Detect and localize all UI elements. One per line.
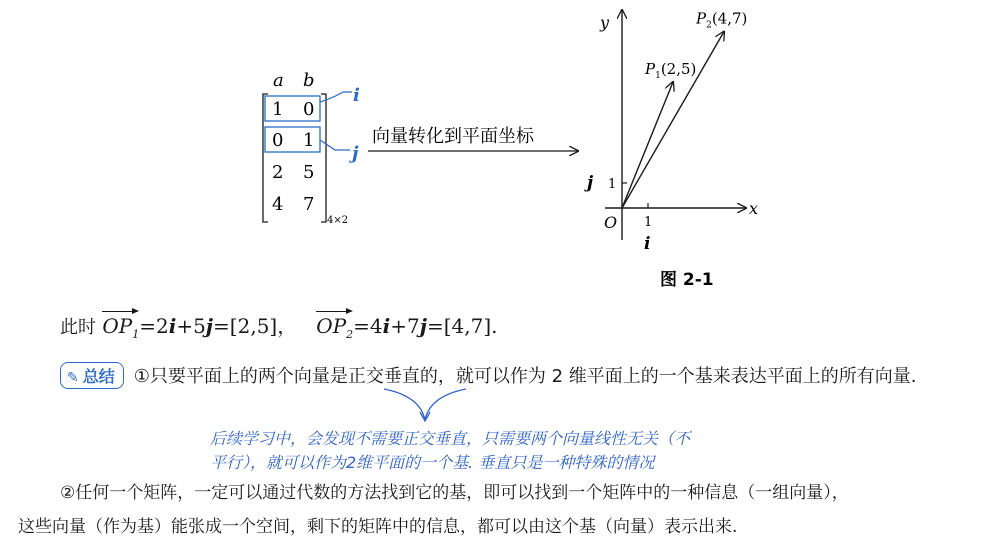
brace-path [384, 389, 466, 420]
x-tick-label: 1 [644, 215, 653, 230]
annotation-brace [380, 386, 470, 426]
matrix-right-bracket [321, 94, 326, 222]
point-label-p1: $P_1(2,5)$ [645, 60, 697, 81]
arrow-caption: 向量转化到平面坐标 [372, 126, 534, 147]
vector-op2-sub: 2 [346, 328, 354, 341]
unit-vector-j-label: j [587, 173, 594, 193]
x-axis-label: x [749, 199, 759, 218]
equation-line [60, 310, 498, 341]
eq-prefix: 此时 [60, 317, 96, 338]
op1-expr-b: +5 [176, 314, 206, 338]
vector-op2 [316, 314, 353, 341]
note-line-1: 后续学习中，会发现不需要正交垂直，只需要两个向量线性无关（不 [210, 429, 691, 448]
vectors [622, 10, 747, 208]
point2-line-2: 这些向量（作为基）能张成一个空间，剩下的矩阵中的信息，都可以由这个基（向量）表示出来. [18, 517, 738, 537]
summary-badge [60, 362, 124, 389]
leader-line-j [320, 140, 350, 150]
note-line-2: 平行），就可以作为2维平面的一个基. 垂直只是一种特殊的情况 [210, 453, 655, 472]
point1-emphasis: 正交垂直 [347, 366, 420, 387]
cell-4-2: 7 [303, 194, 315, 215]
vector-p2 [622, 32, 724, 208]
cell-1-1: 1 [272, 99, 284, 120]
op1-i: i [168, 314, 177, 338]
point1-prefix: ①只要平面上的两个向量是 [133, 366, 348, 387]
point-label-p2: $P_2(4,7)$ [696, 9, 748, 31]
summary-badge-label: 总结 [82, 367, 115, 386]
y-axis-label: y [600, 13, 610, 32]
cell-2-1: 0 [272, 130, 284, 151]
figure-caption: 图 2-1 [660, 270, 714, 290]
op1-result: =[2,5]， [213, 314, 298, 338]
vector-op2-text: OP [316, 314, 347, 338]
op2-result: =[4,7]. [426, 314, 498, 338]
point1-suffix: 的，就可以作为 2 维平面上的一个基来表达平面上的所有向量. [419, 366, 917, 387]
label-i: i [353, 85, 360, 106]
op2-expr-a: =4 [353, 314, 383, 338]
y-tick-label: 1 [608, 177, 617, 192]
point2-line-1: ②任何一个矩阵，一定可以通过代数的方法找到它的基，即可以找到一个矩阵中的一种信息（一组向量）， [60, 483, 849, 503]
cell-1-2: 0 [303, 99, 315, 120]
cell-4-1: 4 [272, 194, 284, 215]
tag-icon: ✎ [67, 370, 79, 386]
vector-op1 [102, 314, 139, 341]
cell-2-2: 1 [303, 130, 315, 151]
op2-j: j [419, 314, 427, 338]
matrix-size: 4×2 [327, 215, 349, 226]
op2-expr-b: +7 [390, 314, 420, 338]
cell-3-1: 2 [272, 162, 284, 183]
cell-3-2: 5 [303, 162, 315, 183]
op1-expr-a: =2 [139, 314, 169, 338]
vector-op1-sub: 1 [132, 328, 140, 341]
col-header-a: a [273, 70, 284, 91]
op1-j: j [205, 314, 214, 338]
origin-label: O [604, 213, 618, 232]
vector-p1 [622, 82, 673, 208]
vector-op1-text: OP [102, 314, 133, 338]
unit-vector-i-label: i [644, 234, 651, 254]
op2-i: i [382, 314, 391, 338]
matrix [263, 70, 348, 226]
summary-point-1 [60, 362, 917, 389]
col-header-b: b [303, 70, 315, 91]
label-j: j [352, 143, 359, 164]
coordinate-plot [584, 10, 758, 290]
